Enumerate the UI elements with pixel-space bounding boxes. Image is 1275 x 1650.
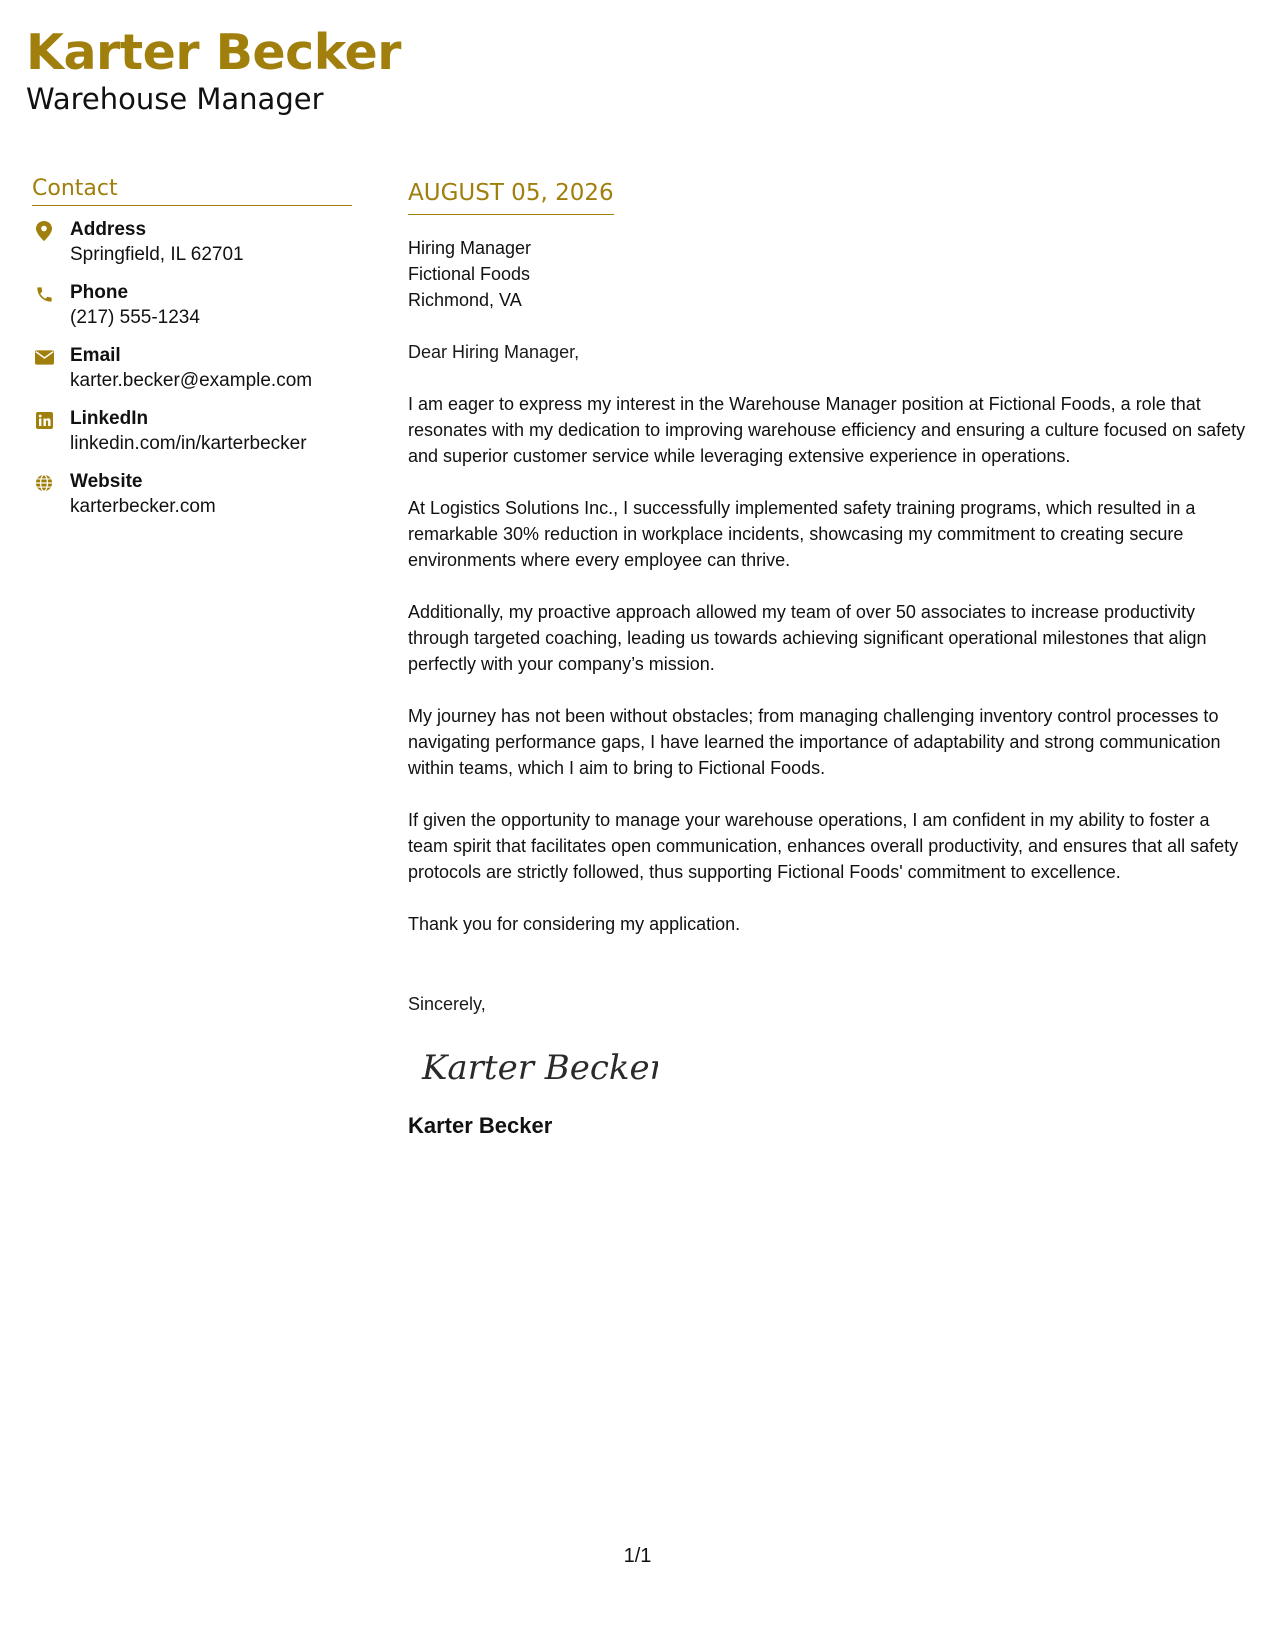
recipient-location: Richmond, VA (408, 290, 522, 310)
recipient-name: Hiring Manager (408, 238, 532, 258)
map-pin-icon (34, 221, 54, 241)
recipient-company: Fictional Foods (408, 264, 531, 284)
contact-label: Phone (70, 282, 129, 303)
letter-paragraph: Thank you for considering my application. (408, 914, 741, 934)
phone-icon (34, 284, 54, 304)
letter-paragraph: My journey has not been without obstacles; from managing challenging inventory control processes to navigating performance gaps, I have learned the importance of adaptability and strong communication within teams, which I aim to bring to Fictional Foods. (408, 706, 1221, 778)
contact-address (32, 218, 352, 281)
recipient-block (408, 235, 1254, 313)
signer-name: Karter Becker (408, 1113, 553, 1138)
contact-section-title: Contact (32, 176, 352, 206)
contact-label: Address (70, 219, 147, 240)
contact-value: (217) 555-1234 (70, 307, 200, 328)
contact-value[interactable]: linkedin.com/in/karterbecker (70, 433, 307, 454)
signature-text: Karter Becker (422, 1048, 658, 1088)
candidate-name: Karter Becker (26, 24, 401, 81)
date-block (408, 178, 614, 215)
contact-website (32, 470, 352, 533)
contact-value[interactable]: karterbecker.com (70, 496, 216, 517)
contact-value: karter.becker@example.com (70, 370, 313, 391)
contact-label: LinkedIn (70, 408, 149, 429)
linkedin-icon (34, 410, 54, 430)
letter-body (408, 178, 1254, 1139)
letter-paragraph: At Logistics Solutions Inc., I successfully implemented safety training programs, which resulted in a remarkable 30% reduction in workplace incidents, showcasing my commitment to creating secure environments where every employee can thrive. (408, 498, 1196, 570)
letter-paragraph: I am eager to express my interest in the Warehouse Manager position at Fictional Foods, a role that resonates with my dedication to improving warehouse efficiency and ensuring a culture focused on safety and superior customer service while leveraging extensive experience in operations. (408, 394, 1246, 466)
letter-date: AUGUST 05, 2026 (408, 180, 614, 206)
contact-list (32, 218, 352, 533)
salutation: Dear Hiring Manager, (408, 342, 580, 362)
job-title: Warehouse Manager (26, 82, 324, 116)
header (26, 22, 401, 116)
letter-paragraph: If given the opportunity to manage your warehouse operations, I am confident in my ability to foster a team spirit that facilitates open communication, enhances overall productivity, and ensures that all safety protocols are strictly followed, thus supporting Fictional Foods' commitment to excellence. (408, 810, 1239, 882)
contact-value: Springfield, IL 62701 (70, 244, 244, 265)
contact-linkedin (32, 407, 352, 470)
contact-label: Website (70, 471, 143, 492)
envelope-icon (34, 347, 54, 367)
handwritten-signature (418, 1039, 1254, 1095)
closing: Sincerely, (408, 994, 486, 1014)
contact-email (32, 344, 352, 407)
contact-label: Email (70, 345, 121, 366)
page-number: 1/1 (623, 1545, 652, 1567)
letter-paragraph: Additionally, my proactive approach allowed my team of over 50 associates to increase productivity through targeted coaching, leading us towards achieving significant operational milestones that align perfectly with your company’s mission. (408, 602, 1207, 674)
contact-sidebar (32, 176, 352, 533)
globe-icon (34, 473, 54, 493)
contact-phone (32, 281, 352, 344)
